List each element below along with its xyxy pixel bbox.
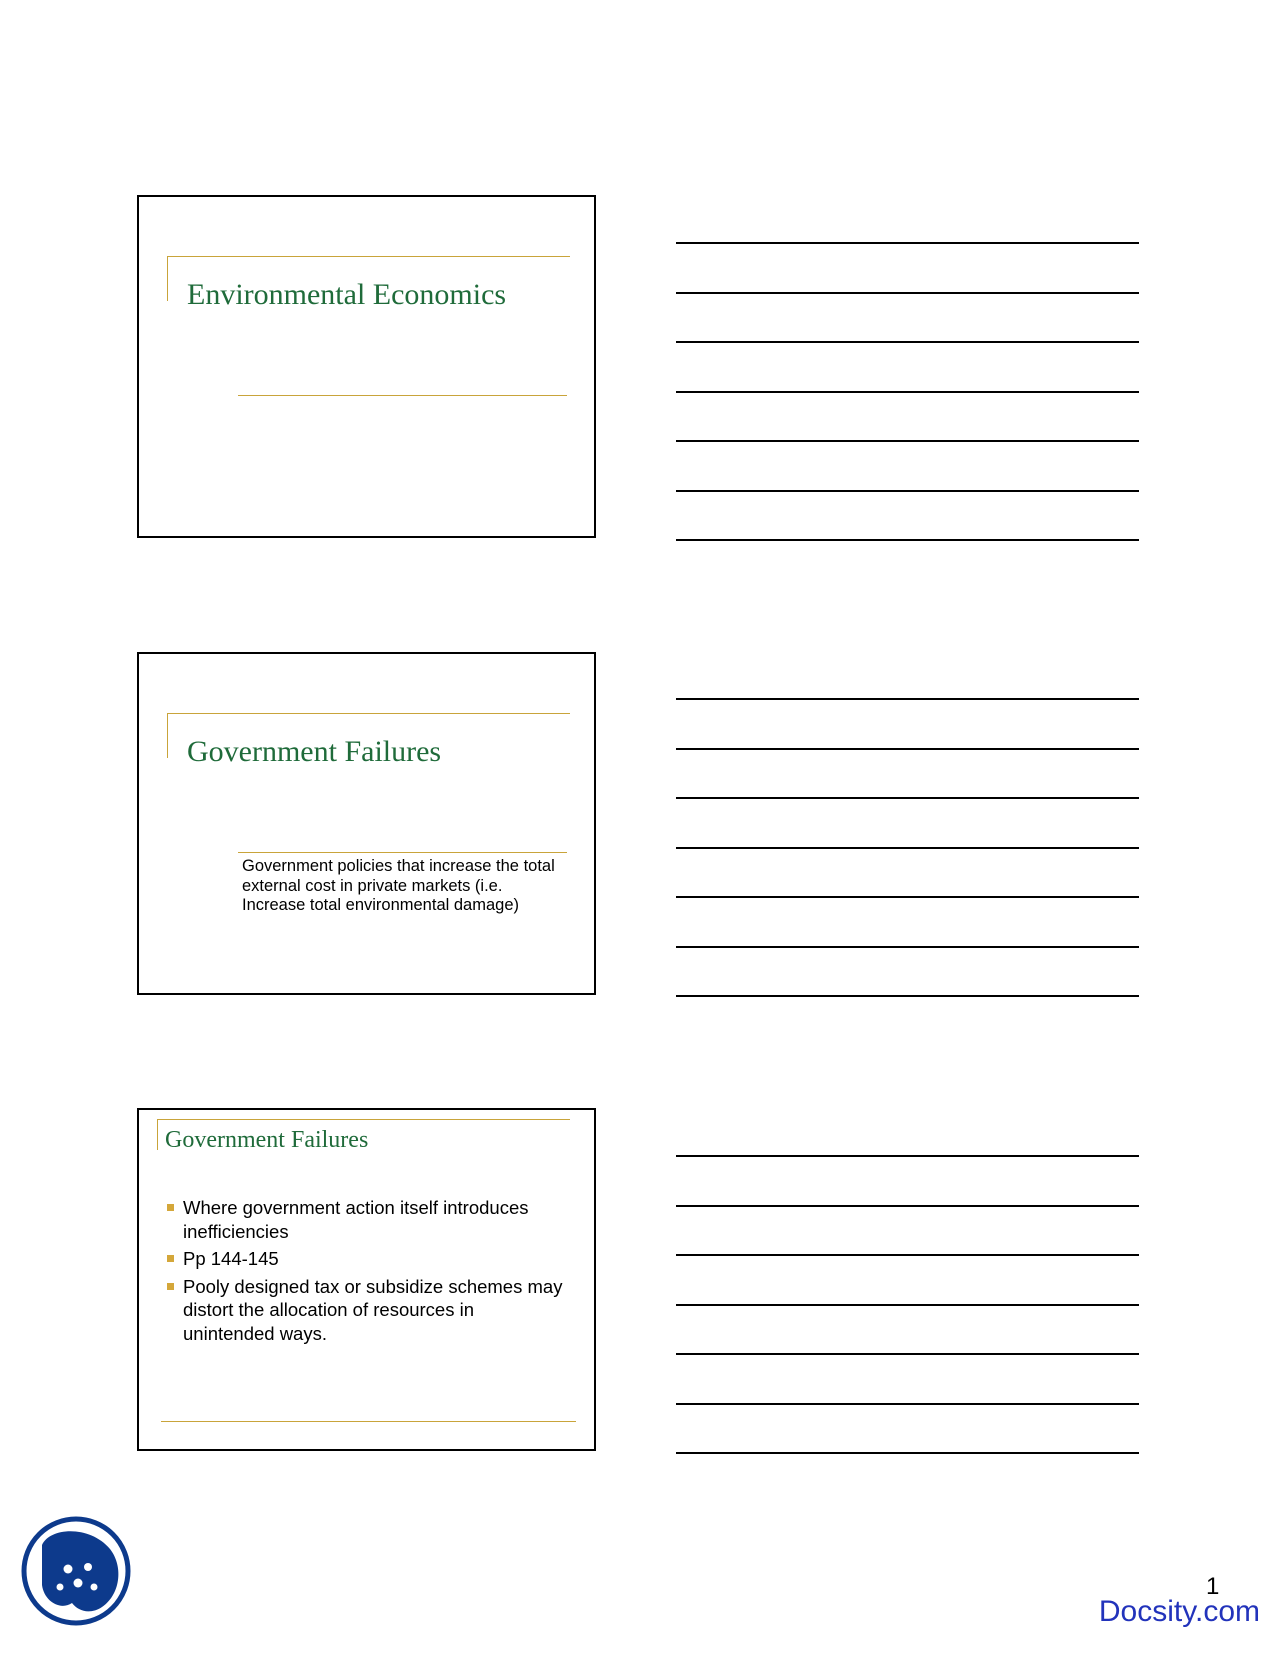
bullet-text: Where government action itself introduces inefficiencies <box>183 1197 529 1242</box>
notes-lines-2 <box>676 698 1139 997</box>
note-line <box>676 700 1139 750</box>
square-bullet-icon <box>167 1255 174 1262</box>
bullet-item <box>165 1247 565 1271</box>
note-line <box>676 343 1139 393</box>
slide-title: Government Failures <box>165 1127 369 1153</box>
note-line <box>676 442 1139 492</box>
slide-title: Government Failures <box>187 735 442 768</box>
note-line <box>676 1405 1139 1455</box>
note-line <box>676 849 1139 899</box>
note-line <box>676 1207 1139 1257</box>
note-line <box>676 393 1139 443</box>
square-bullet-icon <box>167 1283 174 1290</box>
docsity-watermark[interactable]: Docsity.com <box>1098 1595 1260 1628</box>
bullet-item <box>165 1275 565 1346</box>
note-line <box>676 750 1139 800</box>
note-line <box>676 294 1139 344</box>
notes-lines-3 <box>676 1155 1139 1454</box>
note-line <box>676 1256 1139 1306</box>
subtitle-rule <box>238 395 567 396</box>
bullet-list <box>165 1196 565 1349</box>
bullet-text: Pooly designed tax or subsidize schemes may distort the allocation of resources in unintended ways. <box>183 1275 563 1344</box>
square-bullet-icon <box>167 1204 174 1211</box>
note-line <box>676 898 1139 948</box>
note-line <box>676 948 1139 998</box>
page-number: 1 <box>1206 1573 1220 1600</box>
note-line <box>676 492 1139 542</box>
slide-2 <box>137 652 596 995</box>
note-line <box>676 1306 1139 1356</box>
note-line <box>676 1355 1139 1405</box>
slide-3 <box>137 1108 596 1451</box>
slide-title: Environmental Economics <box>187 278 507 311</box>
bullet-text: Pp 144-145 <box>183 1248 279 1269</box>
docsity-logo-icon <box>20 1515 132 1627</box>
subtitle-rule <box>238 852 567 853</box>
note-line <box>676 244 1139 294</box>
slide-1 <box>137 195 596 538</box>
note-line <box>676 799 1139 849</box>
bullet-item <box>165 1196 565 1243</box>
footer-rule <box>161 1421 576 1422</box>
notes-lines-1 <box>676 242 1139 541</box>
slide-subtitle: Government policies that increase the total external cost in private markets (i.e. Increase total environmental damage) <box>242 857 555 914</box>
note-line <box>676 1157 1139 1207</box>
